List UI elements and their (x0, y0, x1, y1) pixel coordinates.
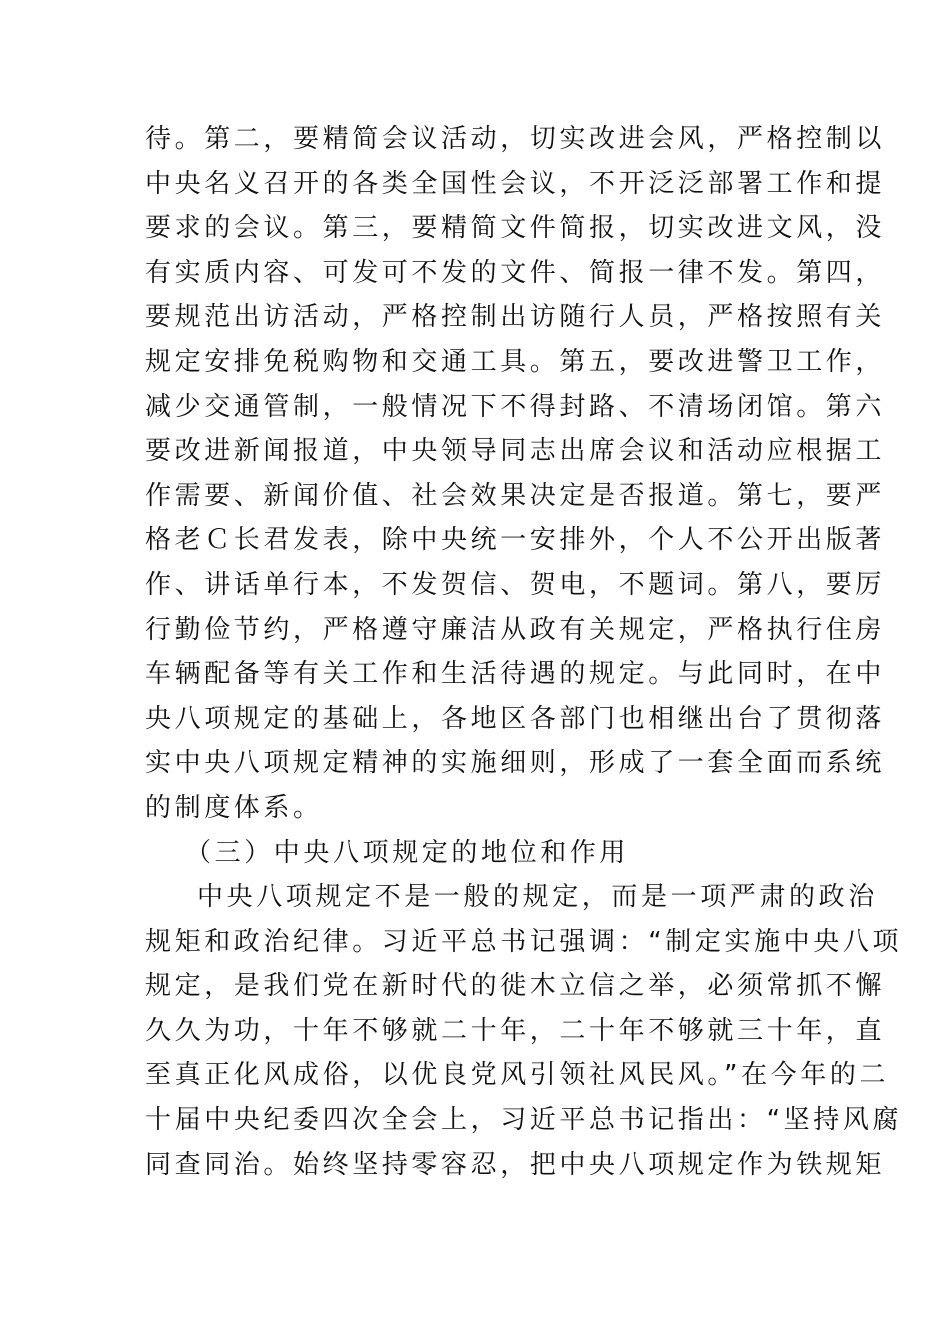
text-line: 中央八项规定不是一般的规定，而是一项严肃的政治 (197, 882, 878, 913)
text-line: 格老Ｃ长君发表，除中央统一安排外，个人不公开出版著 (145, 525, 886, 556)
text-line: 规定安排免税购物和交通工具。第五，要改进警卫工作， (145, 346, 886, 377)
text-line: 央八项规定的基础上，各地区各部门也相继出台了贯彻落 (145, 703, 886, 734)
section-heading: （三）中央八项规定的地位和作用 (185, 837, 630, 868)
text-line: 同查同治。始终坚持零容忍，把中央八项规定作为铁规矩 (145, 1149, 886, 1180)
text-line: 有实质内容、可发可不发的文件、简报一律不发。第四， (145, 257, 886, 288)
text-line: 规矩和政治纪律。习近平总书记强调：“制定实施中央八项 (145, 926, 903, 957)
text-line: 要求的会议。第三，要精简文件简报，切实改进文风，没 (145, 213, 886, 244)
text-line: 作需要、新闻价值、社会效果决定是否报道。第七，要严 (145, 480, 886, 511)
text-line: 十届中央纪委四次全会上，习近平总书记指出：“坚持风腐 (145, 1105, 903, 1136)
text-line: 行勤俭节约，严格遵守廉洁从政有关规定，严格执行住房 (145, 614, 886, 645)
text-line: 要规范出访活动，严格控制出访随行人员，严格按照有关 (145, 302, 886, 333)
text-line: 实中央八项规定精神的实施细则，形成了一套全面而系统 (145, 748, 886, 779)
document-body (145, 117, 903, 1187)
text-line: 要改进新闻报道，中央领导同志出席会议和活动应根据工 (145, 436, 886, 467)
text-line: 车辆配备等有关工作和生活待遇的规定。与此同时，在中 (145, 659, 886, 690)
text-line: 至真正化风成俗，以优良党风引领社风民风。”在今年的二 (145, 1060, 890, 1091)
text-line: 减少交通管制，一般情况下不得封路、不清场闭馆。第六 (145, 391, 886, 422)
text-line: 久久为功，十年不够就二十年，二十年不够就三十年，直 (145, 1015, 886, 1046)
text-line: 中央名义召开的各类全国性会议，不开泛泛部署工作和提 (145, 168, 886, 199)
text-line: 待。第二，要精简会议活动，切实改进会风，严格控制以 (145, 124, 886, 154)
text-line: 的制度体系。 (145, 792, 323, 823)
text-line: 作、讲话单行本，不发贺信、贺电，不题词。第八，要厉 (145, 569, 886, 600)
text-line: 规定，是我们党在新时代的徙木立信之举，必须常抓不懈 (145, 971, 886, 1002)
